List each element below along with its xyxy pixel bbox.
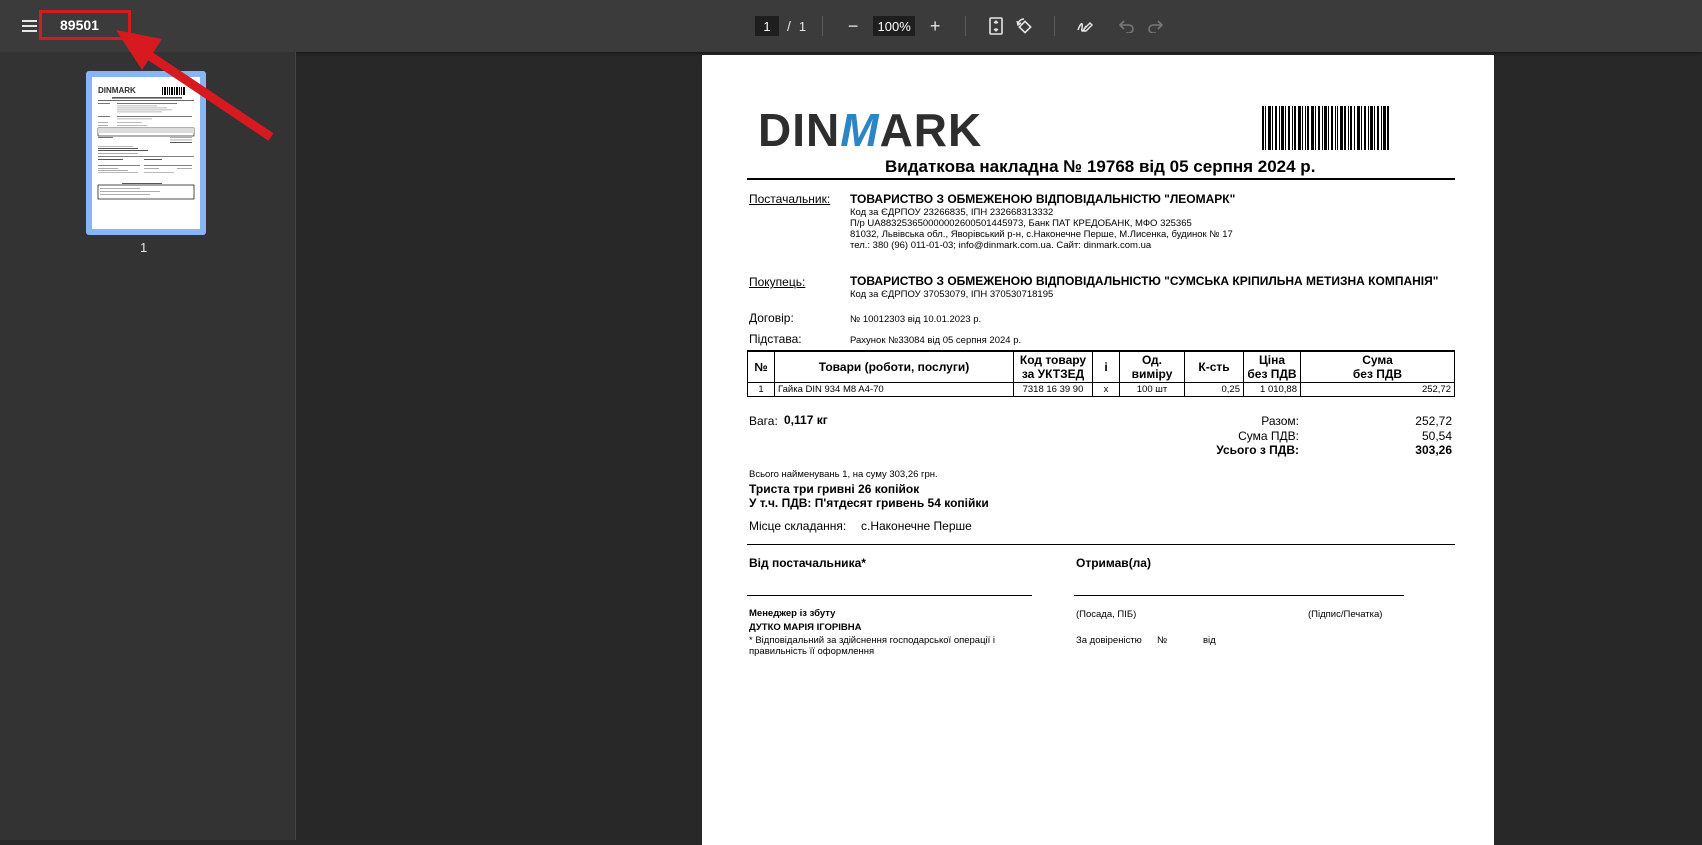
undo-icon[interactable] bbox=[1113, 14, 1141, 38]
document-viewer[interactable] bbox=[296, 52, 1702, 840]
total-value: 252,72 bbox=[1415, 414, 1452, 428]
supplier-line: Код за ЄДРПОУ 23266835, ІПН 232668313332 bbox=[850, 207, 1054, 218]
fit-page-icon[interactable] bbox=[982, 14, 1010, 38]
cell-qty: 0,25 bbox=[1185, 383, 1244, 397]
col-i: і bbox=[1093, 351, 1120, 383]
items-summary: Всього найменувань 1, на суму 303,26 грн. bbox=[749, 469, 938, 480]
from-supplier-label: Від постачальника* bbox=[749, 556, 866, 570]
page-number-input[interactable] bbox=[755, 16, 779, 36]
draw-annotation-icon[interactable] bbox=[1071, 14, 1099, 38]
amount-in-words: Триста три гривні 26 копійок bbox=[749, 482, 920, 496]
supplier-line: 81032, Львівська обл., Яворівський р-н, с.Наконечне Перше, М.Лисенка, будинок № 17 bbox=[850, 229, 1233, 240]
signature-rule bbox=[747, 544, 1455, 545]
cell-price: 1 010,88 bbox=[1244, 383, 1301, 397]
rotate-icon[interactable] bbox=[1010, 14, 1038, 38]
cell-code: 7318 16 39 90 bbox=[1014, 383, 1093, 397]
vat-in-words: У т.ч. ПДВ: П'ятдесят гривень 54 копійки bbox=[749, 496, 989, 510]
weight-label: Вага: bbox=[749, 414, 778, 428]
manager-name: ДУТКО МАРІЯ ІГОРІВНА bbox=[749, 622, 862, 633]
contract-label: Договір: bbox=[749, 311, 794, 325]
cell-goods: Гайка DIN 934 M8 A4-70 bbox=[775, 383, 1014, 397]
dinmark-logo: DINMARK bbox=[758, 104, 983, 156]
col-goods: Товари (роботи, послуги) bbox=[775, 351, 1014, 383]
col-sum: Сума без ПДВ bbox=[1301, 351, 1455, 383]
thumbnail-sidebar bbox=[0, 52, 296, 840]
document-title: 89501 bbox=[60, 17, 99, 33]
footnote-line: * Відповідальний за здійснення господарської операції і bbox=[749, 635, 996, 646]
barcode-icon bbox=[1262, 106, 1390, 150]
cell-i: x bbox=[1093, 383, 1120, 397]
signature-hint: (Підпис/Печатка) bbox=[1308, 609, 1383, 620]
supplier-label: Постачальник: bbox=[749, 192, 831, 206]
place-value: с.Наконечне Перше bbox=[861, 519, 972, 533]
invoice-page bbox=[702, 55, 1494, 845]
title-rule bbox=[747, 178, 1455, 180]
cell-sum: 252,72 bbox=[1301, 383, 1455, 397]
table-header-row bbox=[748, 351, 1455, 383]
invoice-title: Видаткова накладна № 19768 від 05 серпня 2024 р. bbox=[885, 157, 1316, 176]
redo-icon[interactable] bbox=[1141, 14, 1169, 38]
toolbar-divider bbox=[1054, 16, 1055, 36]
toolbar-center-controls bbox=[755, 14, 1169, 38]
supplier-name: ТОВАРИСТВО З ОБМЕЖЕНОЮ ВІДПОВІДАЛЬНІСТЮ "ЛЕОМАРК" bbox=[850, 192, 1236, 206]
col-code: Код товару за УКТЗЕД bbox=[1014, 351, 1093, 383]
page-separator: / bbox=[787, 18, 791, 34]
grand-total-label: Усього з ПДВ: bbox=[1216, 443, 1299, 457]
toolbar-divider bbox=[965, 16, 966, 36]
manager-title: Менеджер із збуту bbox=[749, 608, 836, 619]
col-unit: Од. виміру bbox=[1120, 351, 1185, 383]
position-hint: (Посада, ПІБ) bbox=[1076, 609, 1137, 620]
vat-value: 50,54 bbox=[1421, 429, 1452, 443]
zoom-input[interactable] bbox=[873, 16, 915, 36]
proxy-label: За довіреністю bbox=[1076, 635, 1142, 646]
receiver-signature-line bbox=[1074, 595, 1404, 596]
vat-label: Сума ПДВ: bbox=[1238, 429, 1299, 443]
received-label: Отримав(ла) bbox=[1076, 556, 1151, 570]
annotation-arrow-icon bbox=[0, 0, 300, 160]
zoom-out-icon[interactable]: − bbox=[847, 15, 859, 36]
grand-total-value: 303,26 bbox=[1415, 443, 1452, 457]
page-total: 1 bbox=[798, 18, 807, 34]
proxy-number-label: № bbox=[1157, 635, 1168, 646]
thumbnail-page-number: 1 bbox=[140, 240, 148, 255]
basis-value: Рахунок №33084 від 05 серпня 2024 р. bbox=[850, 335, 1022, 346]
basis-label: Підстава: bbox=[749, 332, 802, 346]
col-num: № bbox=[748, 351, 775, 383]
cell-num: 1 bbox=[748, 383, 775, 397]
zoom-in-icon[interactable]: + bbox=[929, 15, 941, 36]
supplier-line: тел.: 380 (96) 011-01-03; info@dinmark.com.ua. Сайт: dinmark.com.ua bbox=[850, 240, 1152, 251]
footnote-line: правильність її оформлення bbox=[749, 646, 875, 657]
supplier-line: П/р UA883253650000002600501445973, Банк ПАТ КРЕДОБАНК, МФО 325365 bbox=[850, 218, 1192, 229]
col-qty: К-сть bbox=[1185, 351, 1244, 383]
table-row bbox=[748, 383, 1455, 397]
col-price: Ціна без ПДВ bbox=[1244, 351, 1301, 383]
buyer-name: ТОВАРИСТВО З ОБМЕЖЕНОЮ ВІДПОВІДАЛЬНІСТЮ "СУМСЬКА КРІПИЛЬНА МЕТИЗНА КОМПАНІЯ" bbox=[850, 274, 1439, 288]
place-label: Місце складання: bbox=[749, 519, 847, 533]
total-label: Разом: bbox=[1261, 414, 1299, 428]
cell-unit: 100 шт bbox=[1120, 383, 1185, 397]
weight-value: 0,117 кг bbox=[784, 413, 828, 427]
proxy-date-label: від bbox=[1203, 635, 1216, 646]
contract-value: № 10012303 від 10.01.2023 р. bbox=[850, 314, 982, 325]
svg-text:DINMARK: DINMARK bbox=[98, 86, 136, 95]
goods-table bbox=[747, 350, 1455, 397]
supplier-signature-line bbox=[747, 595, 1032, 596]
toolbar-divider bbox=[822, 16, 823, 36]
buyer-line: Код за ЄДРПОУ 37053079, ІПН 370530718195 bbox=[850, 289, 1054, 300]
buyer-label: Покупець: bbox=[749, 275, 806, 289]
